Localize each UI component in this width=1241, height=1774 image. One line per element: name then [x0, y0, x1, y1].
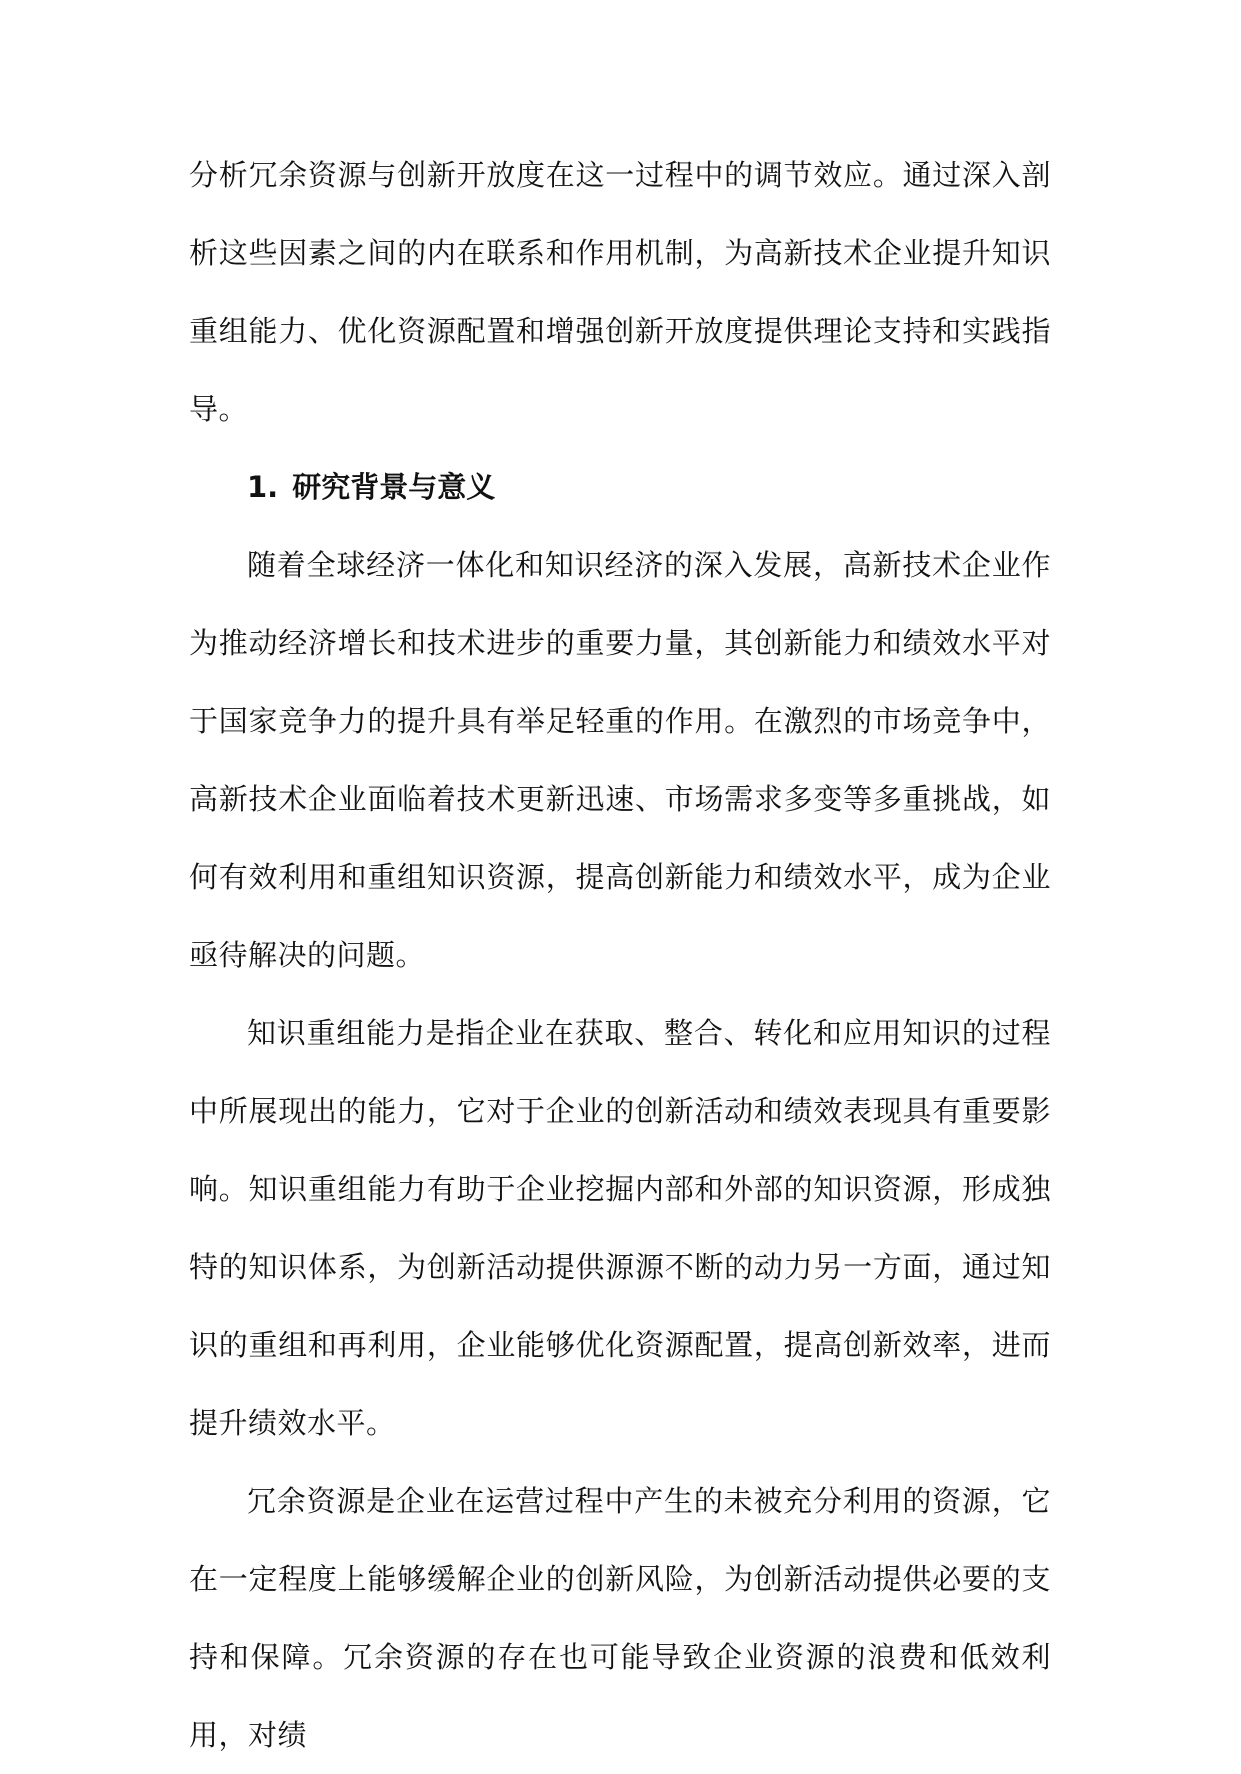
document-body [189, 136, 1051, 1774]
body-paragraph-slack-resources: 冗余资源是企业在运营过程中产生的未被充分利用的资源，它在一定程度上能够缓解企业的创新风险，为创新活动提供必要的支持和保障。冗余资源的存在也可能导致企业资源的浪费和低效利用，对绩 [189, 1484, 1051, 1752]
intro-paragraph: 分析冗余资源与创新开放度在这一过程中的调节效应。通过深入剖析这些因素之间的内在联系和作用机制，为高新技术企业提升知识重组能力、优化资源配置和增强创新开放度提供理论支持和实践指导。 [189, 158, 1051, 426]
section-title: 研究背景与意义 [292, 470, 496, 504]
body-paragraph-knowledge-recombination: 知识重组能力是指企业在获取、整合、转化和应用知识的过程中所展现出的能力，它对于企业的创新活动和绩效表现具有重要影响。知识重组能力有助于企业挖掘内部和外部的知识资源，形成独特的知识体系，为创新活动提供源源不断的动力另一方面，通过知识的重组和再利用，企业能够优化资源配置，提高创新效率，进而提升绩效水平。 [189, 1016, 1051, 1440]
body-paragraph-background: 随着全球经济一体化和知识经济的深入发展，高新技术企业作为推动经济增长和技术进步的重要力量，其创新能力和绩效水平对于国家竞争力的提升具有举足轻重的作用。在激烈的市场竞争中，高新技术企业面临着技术更新迅速、市场需求多变等多重挑战，如何有效利用和重组知识资源，提高创新能力和绩效水平，成为企业亟待解决的问题。 [189, 548, 1051, 972]
section-heading [189, 448, 1051, 526]
section-number: 1. [247, 470, 279, 504]
